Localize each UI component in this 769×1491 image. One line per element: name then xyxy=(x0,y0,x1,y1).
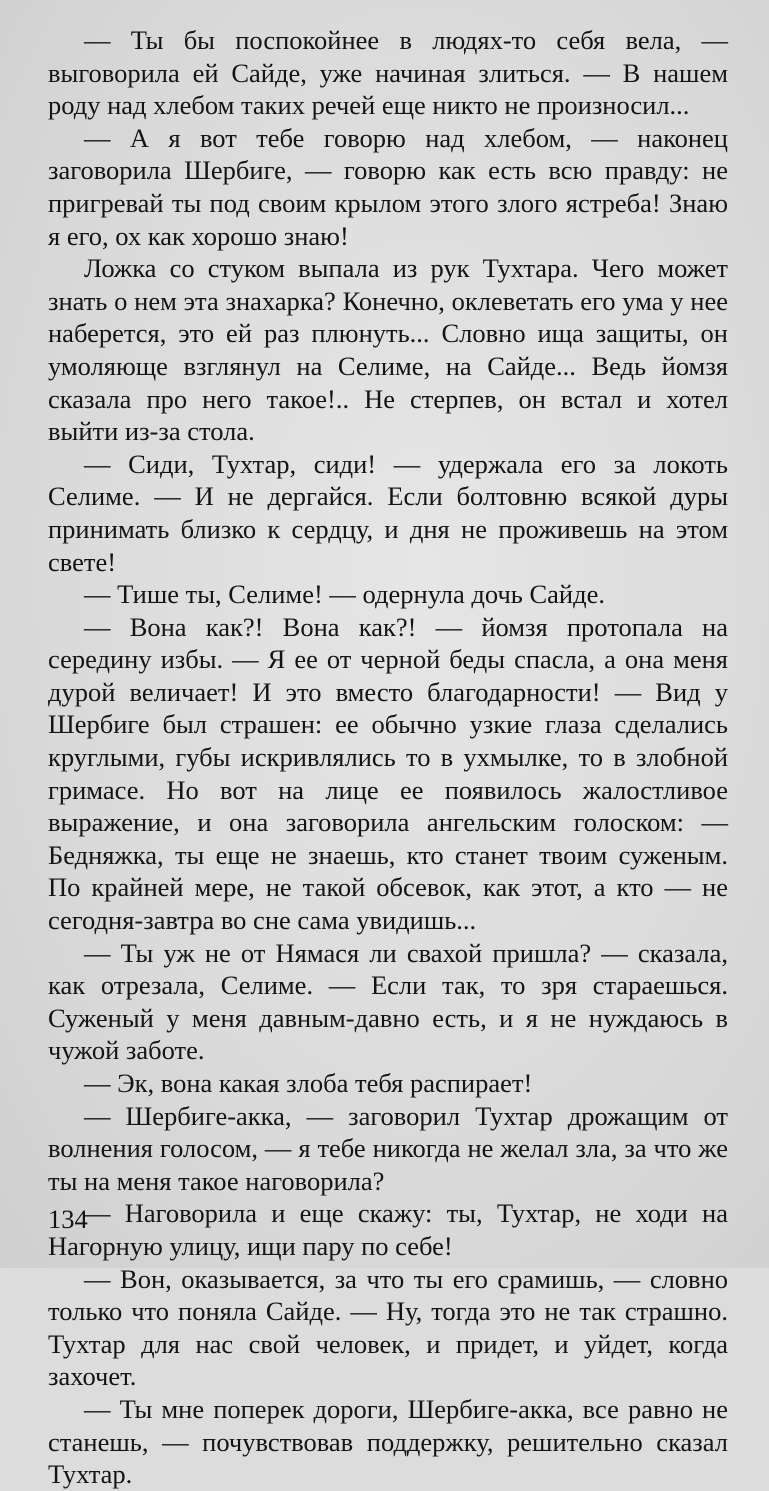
paragraph-9: — Шербиге-акка, — заговорил Тухтар дрожащим от волнения голосом, — я тебе никогда не желал зла, за что же ты на меня такое наговорила? xyxy=(48,1100,728,1196)
paragraph-7: — Ты уж не от Нямася ли свахой пришла? — сказала, как отрезала, Селиме. — Если так, то зря стараешься. Суженый у меня давным-давно есть, и я не нуждаюсь в чужой заботе. xyxy=(48,937,728,1066)
paragraph-12: — Ты мне поперек дороги, Шербиге-акка, все равно не станешь, — почувствовав поддержку, решительно сказал Тухтар. xyxy=(48,1393,728,1490)
paragraph-1: — Ты бы поспокойнее в людях-то себя вела, — выговорила ей Сайде, уже начиная злиться. — В нашем роду над хлебом таких речей еще никто не произносил... xyxy=(48,25,728,121)
paragraph-3: Ложка со стуком выпала из рук Тухтара. Чего может знать о нем эта знахарка? Конечно, оклеветать его ума у нее наберется, это ей раз плюнуть... Словно ища защиты, он умоляюще взглянул на Селиме, на Сайде... Ведь йомзя сказала про него такое!.. Не стерпев, он встал и хотел выйти из-за стола. xyxy=(48,253,728,447)
paragraph-6: — Вона как?! Вона как?! — йомзя протопала на середину избы. — Я ее от черной беды спасла, а она меня дурой величает! И это вместо благодарности! — Вид у Шербиге был страшен: ее обычно узкие глаза сделались круглыми, губы искривлялись то в ухмылке, то в злобной гримасе. Но вот на лице ее появилось жалостливое выражение, и она заговорила ангельским голоском: — Бедняжка, ты еще не знаешь, кто станет твоим суженым. По крайней мере, не такой обсевок, как этот, а кто — не сегодня-завтра во сне сама увидишь... xyxy=(48,611,728,936)
paragraph-2: — А я вот тебе говорю над хлебом, — наконец заговорила Шербиге, — говорю как есть всю правду: не пригревай ты под своим крылом этого злого ястреба! Знаю я его, ох как хорошо знаю! xyxy=(48,122,728,251)
page-number: 134 xyxy=(48,1204,88,1234)
paragraph-10: — Наговорила и еще скажу: ты, Тухтар, не ходи на Нагорную улицу, ищи пару по себе! xyxy=(48,1198,728,1261)
paragraph-11: — Вон, оказывается, за что ты его срамишь, — словно только что поняла Сайде. — Ну, тогда это не так страшно. Тухтар для нас свой человек, и придет, и уйдет, когда захочет. xyxy=(48,1263,728,1392)
paragraph-4: — Сиди, Тухтар, сиди! — удержала его за локоть Селиме. — И не дергайся. Если болтовню всякой дуры принимать близко к сердцу, и дня не проживешь на этом свете! xyxy=(48,448,728,577)
page-text xyxy=(48,24,728,1491)
paragraph-8: — Эк, вона какая злоба тебя распирает! xyxy=(84,1068,533,1098)
paragraph-5: — Тише ты, Селиме! — одернула дочь Сайде. xyxy=(84,579,605,610)
